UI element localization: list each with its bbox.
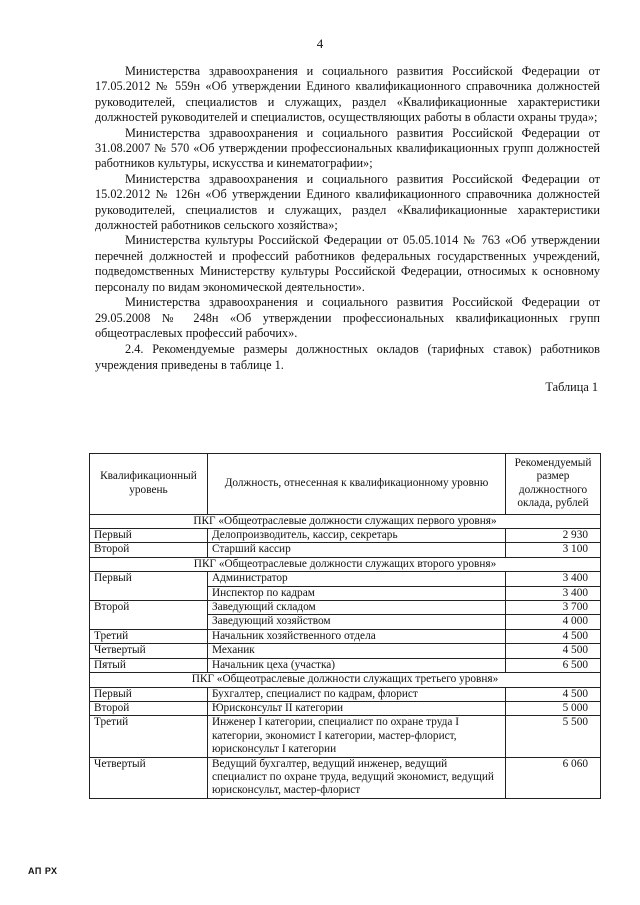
salary-table	[89, 453, 601, 799]
cell-position: Механик	[207, 644, 505, 658]
body-text	[95, 64, 600, 396]
cell-salary: 3 700	[506, 601, 601, 615]
cell-position: Инспектор по кадрам	[207, 586, 505, 600]
group-title: ПКГ «Общеотраслевые должности служащих второго уровня»	[90, 557, 601, 571]
header-salary: Рекомендуемый размер должностного оклада, рублей	[506, 454, 601, 515]
paragraph: Министерства здравоохранения и социального развития Российской Федерации от 29.05.2008 № 248н «Об утверждении профессиональных квалификационных групп общеотраслевых профессий рабочих».	[95, 295, 600, 340]
cell-level: Первый	[90, 572, 208, 601]
group-title: ПКГ «Общеотраслевые должности служащих первого уровня»	[90, 514, 601, 528]
cell-position: Инженер I категории, специалист по охране труда I категории, экономист I категории, мастер-флорист, юрисконсульт I категории	[207, 716, 505, 757]
page-number: 4	[316, 36, 324, 51]
cell-salary: 2 930	[506, 529, 601, 543]
cell-position: Начальник цеха (участка)	[207, 658, 505, 672]
footer-stamp: АП РХ	[28, 866, 58, 876]
table-row	[90, 529, 601, 543]
table-header-row	[90, 454, 601, 515]
cell-salary: 4 000	[506, 615, 601, 629]
cell-salary: 3 400	[506, 586, 601, 600]
cell-position: Бухгалтер, специалист по кадрам, флорист	[207, 687, 505, 701]
cell-position: Заведующий хозяйством	[207, 615, 505, 629]
group-row	[90, 514, 601, 528]
cell-level: Второй	[90, 543, 208, 557]
cell-salary: 4 500	[506, 629, 601, 643]
group-row	[90, 557, 601, 571]
table-row	[90, 658, 601, 672]
table-row	[90, 687, 601, 701]
cell-level: Первый	[90, 687, 208, 701]
cell-level: Третий	[90, 629, 208, 643]
table-row	[90, 644, 601, 658]
cell-position: Начальник хозяйственного отдела	[207, 629, 505, 643]
table-row	[90, 629, 601, 643]
cell-level: Первый	[90, 529, 208, 543]
paragraph: 2.4. Рекомендуемые размеры должностных окладов (тарифных ставок) работников учреждения приведены в таблице 1.	[95, 342, 600, 372]
cell-salary: 4 500	[506, 644, 601, 658]
cell-level: Пятый	[90, 658, 208, 672]
table-row	[90, 757, 601, 798]
group-title: ПКГ «Общеотраслевые должности служащих третьего уровня»	[90, 673, 601, 687]
cell-position: Старший кассир	[207, 543, 505, 557]
table-row	[90, 701, 601, 715]
cell-salary: 5 000	[506, 701, 601, 715]
cell-level: Второй	[90, 601, 208, 630]
cell-level: Второй	[90, 701, 208, 715]
cell-salary: 3 100	[506, 543, 601, 557]
cell-position: Юрисконсульт II категории	[207, 701, 505, 715]
table-row	[90, 716, 601, 757]
cell-level: Четвертый	[90, 757, 208, 798]
table-row	[90, 543, 601, 557]
cell-level: Четвертый	[90, 644, 208, 658]
header-level: Квалификационный уровень	[90, 454, 208, 515]
cell-salary: 6 500	[506, 658, 601, 672]
table-caption: Таблица 1	[545, 380, 598, 395]
cell-position: Ведущий бухгалтер, ведущий инженер, ведущий специалист по охране труда, ведущий экономист, ведущий юрисконсульт, мастер-флорист	[207, 757, 505, 798]
paragraph: Министерства здравоохранения и социального развития Российской Федерации от 17.05.2012 № 559н «Об утверждении Единого квалификационного справочника должностей руководителей, специалистов и служащих, раздел «Квалификационные характеристики должностей руководителей и специалистов, осуществляющих работы в области охраны труда»;	[95, 64, 600, 125]
cell-level: Третий	[90, 716, 208, 757]
paragraph: Министерства здравоохранения и социального развития Российской Федерации от 15.02.2012 № 126н «Об утверждении Единого квалификационного справочника должностей руководителей, специалистов и служащих, раздел «Квалификационные характеристики должностей работников сельского хозяйства»;	[95, 171, 600, 233]
group-row	[90, 673, 601, 687]
cell-salary: 3 400	[506, 572, 601, 586]
cell-salary: 4 500	[506, 687, 601, 701]
table-row	[90, 601, 601, 615]
paragraph: Министерства культуры Российской Федерации от 05.05.1014 № 763 «Об утверждении перечней должностей и профессий работников федеральных государственных учреждений, подведомственных Министерству культуры Российской Федерации, относимых к основному персоналу по видам экономической деятельности».	[95, 233, 600, 294]
header-position: Должность, отнесенная к квалификационному уровню	[207, 454, 505, 515]
cell-salary: 6 060	[506, 757, 601, 798]
cell-position: Делопроизводитель, кассир, секретарь	[207, 529, 505, 543]
cell-position: Заведующий складом	[207, 601, 505, 615]
paragraph: Министерства здравоохранения и социального развития Российской Федерации от 31.08.2007 № 570 «Об утверждении профессиональных квалификационных групп должностей работников культуры, искусства и кинематографии»;	[95, 125, 600, 171]
cell-salary: 5 500	[506, 716, 601, 757]
table-row	[90, 572, 601, 586]
cell-position: Администратор	[207, 572, 505, 586]
